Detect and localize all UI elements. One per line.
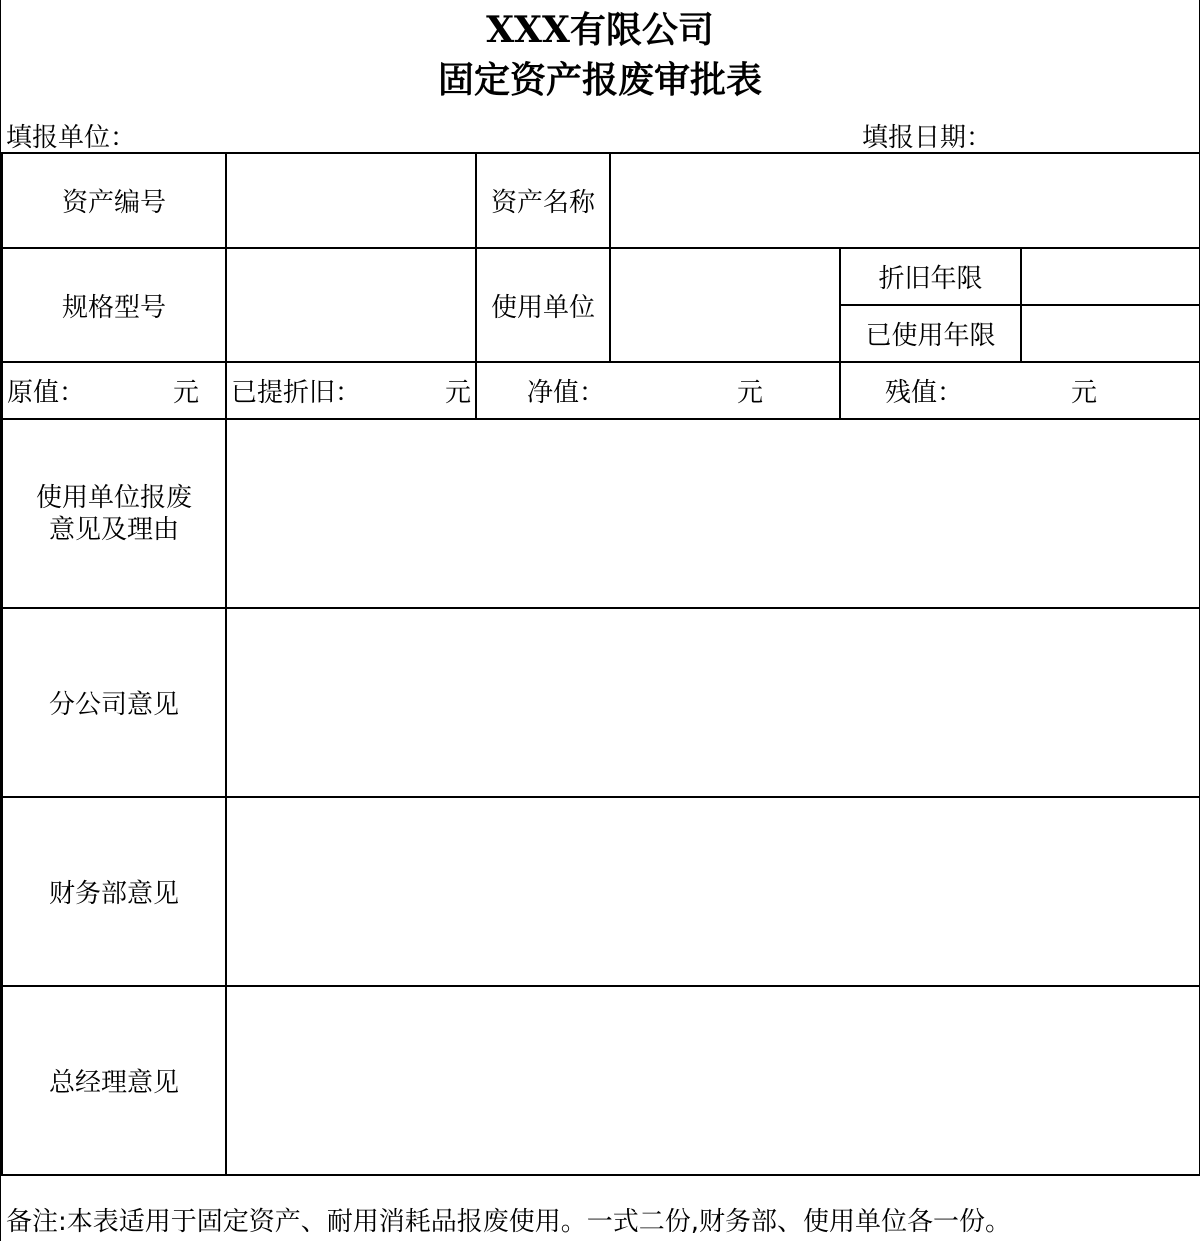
branch-opinion-field[interactable]	[226, 608, 1200, 797]
form-title: 固定资产报废审批表	[437, 59, 762, 101]
residual-value-label: 残值：	[885, 378, 964, 408]
approval-table	[1, 152, 1200, 1176]
branch-opinion-label: 分公司意见	[2, 608, 226, 797]
asset-name-label: 资产名称	[476, 153, 610, 248]
original-value-label: 原值：	[7, 378, 86, 408]
accumulated-dep-unit: 元	[444, 378, 471, 408]
accumulated-dep-label: 已提折旧：	[231, 378, 362, 408]
fill-unit-label: 填报单位：	[6, 123, 137, 153]
used-years-field[interactable]	[1021, 305, 1200, 362]
finance-opinion-field[interactable]	[226, 797, 1200, 986]
net-value-cell[interactable]	[476, 362, 840, 419]
footer-note: 备注:本表适用于固定资产、耐用消耗品报废使用。一式二份,财务部、使用单位各一份。	[6, 1207, 1012, 1237]
reason-field[interactable]	[226, 419, 1200, 608]
asset-no-label: 资产编号	[2, 153, 226, 248]
used-years-label: 已使用年限	[840, 305, 1021, 362]
using-unit-field[interactable]	[610, 248, 840, 362]
asset-name-field[interactable]	[610, 153, 1200, 248]
gm-opinion-label: 总经理意见	[2, 986, 226, 1175]
dep-years-label: 折旧年限	[840, 248, 1021, 305]
original-value-unit: 元	[172, 378, 199, 408]
company-name: XXX有限公司	[486, 9, 714, 51]
reason-label: 使用单位报废意见及理由	[2, 419, 226, 608]
fill-date-label: 填报日期：	[862, 123, 993, 153]
gm-opinion-field[interactable]	[226, 986, 1200, 1175]
dep-years-field[interactable]	[1021, 248, 1200, 305]
spec-field[interactable]	[226, 248, 476, 362]
spec-label: 规格型号	[2, 248, 226, 362]
asset-no-field[interactable]	[226, 153, 476, 248]
residual-value-cell[interactable]	[840, 362, 1200, 419]
using-unit-label: 使用单位	[476, 248, 610, 362]
accumulated-dep-cell[interactable]	[226, 362, 476, 419]
finance-opinion-label: 财务部意见	[2, 797, 226, 986]
net-value-unit: 元	[736, 378, 763, 408]
net-value-label: 净值：	[527, 378, 606, 408]
residual-value-unit: 元	[1071, 378, 1098, 408]
original-value-cell[interactable]	[2, 362, 226, 419]
